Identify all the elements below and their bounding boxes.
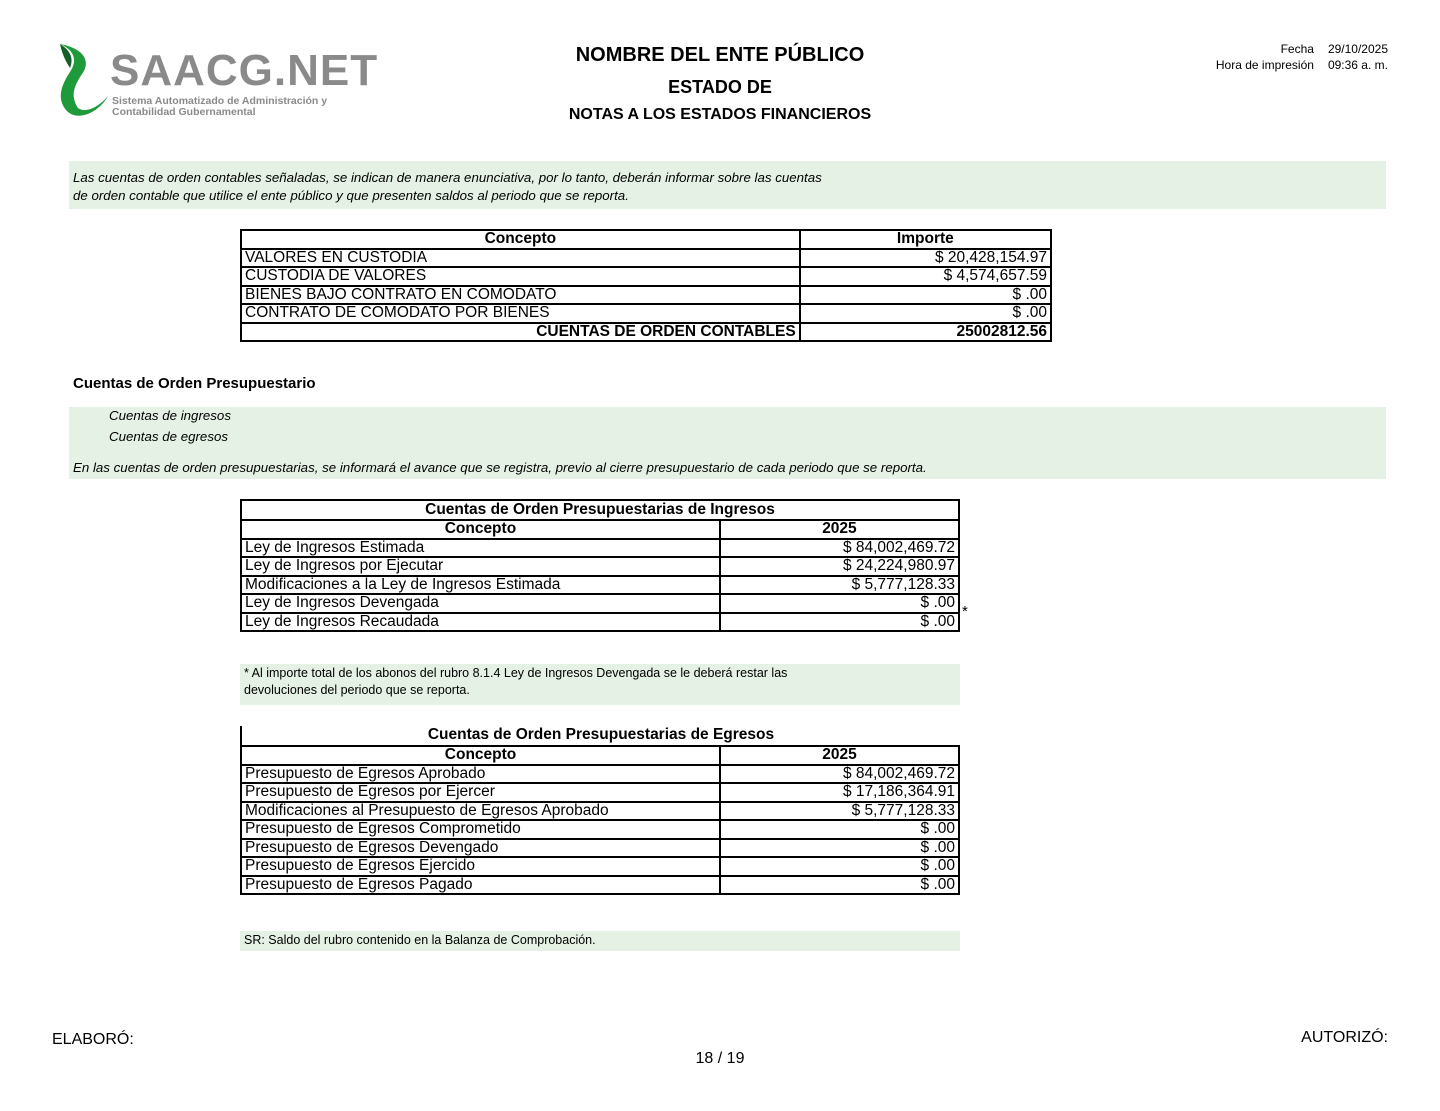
- note-line: SR: Saldo del rubro contenido en la Balanza de Comprobación.: [244, 933, 596, 947]
- footnote-marker: *: [962, 603, 968, 620]
- note-line: Las cuentas de orden contables señaladas, se indican de manera enunciativa, por lo tanto, deberán informar sobre las cuentas: [73, 170, 822, 185]
- fecha-label: Fecha: [1280, 42, 1314, 56]
- cell-valor: $ .00: [720, 820, 959, 839]
- table-ingresos: [240, 499, 960, 632]
- table-caption-egresos: Cuentas de Orden Presupuestarias de Egresos: [240, 726, 960, 746]
- column-header-concepto: Concepto: [241, 746, 720, 765]
- cell-concepto: Ley de Ingresos Devengada: [241, 594, 720, 613]
- column-header-concepto: Concepto: [241, 230, 800, 249]
- cell-valor: $ 84,002,469.72: [720, 765, 959, 784]
- cell-concepto: CUSTODIA DE VALORES: [241, 267, 800, 286]
- cell-concepto: BIENES BAJO CONTRATO EN COMODATO: [241, 286, 800, 305]
- cell-importe: $ .00: [800, 304, 1051, 323]
- table-row: [241, 286, 1051, 305]
- cell-valor: $ 24,224,980.97: [720, 557, 959, 576]
- table-row: [241, 820, 959, 839]
- table-row: [241, 857, 959, 876]
- cell-valor: $ 17,186,364.91: [720, 783, 959, 802]
- report-title: ESTADO DE: [668, 77, 772, 97]
- logo-subtitle-2: Contabilidad Gubernamental: [112, 106, 256, 118]
- hora-label: Hora de impresión: [1215, 58, 1314, 72]
- signature-autorizo: AUTORIZÓ:: [1301, 1029, 1388, 1046]
- report-subtitle: NOTAS A LOS ESTADOS FINANCIEROS: [568, 106, 872, 123]
- cell-importe: $ .00: [800, 286, 1051, 305]
- note-ingresos-devengada: [240, 664, 960, 705]
- logo-subtitle-1: Sistema Automatizado de Administración y: [112, 95, 328, 107]
- cell-importe: $ 4,574,657.59: [800, 267, 1051, 286]
- fecha-value: 29/10/2025: [1327, 42, 1388, 56]
- table-caption: Cuentas de Orden Presupuestarias de Ingresos: [241, 500, 959, 520]
- cell-concepto: Ley de Ingresos Estimada: [241, 539, 720, 558]
- table-row: [241, 783, 959, 802]
- leaf-icon: [52, 40, 114, 120]
- cell-valor: $ .00: [720, 857, 959, 876]
- note-line: devoluciones del periodo que se reporta.: [244, 683, 470, 697]
- cell-valor: $ 5,777,128.33: [720, 802, 959, 821]
- table-row: [241, 802, 959, 821]
- total-label: CUENTAS DE ORDEN CONTABLES: [241, 323, 800, 342]
- cell-concepto: Ley de Ingresos Recaudada: [241, 613, 720, 632]
- note-line: En las cuentas de orden presupuestarias, se informará el avance que se registra, previo al cierre presupuestario de cada periodo que se reporta.: [73, 460, 927, 475]
- note-sr: [240, 931, 960, 951]
- cell-concepto: Presupuesto de Egresos Ejercido: [241, 857, 720, 876]
- table-egresos: [240, 745, 960, 895]
- table-row: [241, 576, 959, 595]
- note-cuentas-contables: [69, 161, 1386, 209]
- cell-valor: $ .00: [720, 613, 959, 632]
- cell-concepto: Presupuesto de Egresos Comprometido: [241, 820, 720, 839]
- hora-value: 09:36 a. m.: [1327, 58, 1388, 72]
- saacg-logo: [52, 40, 397, 120]
- list-item: Cuentas de egresos: [109, 429, 229, 444]
- cell-concepto: VALORES EN CUSTODIA: [241, 249, 800, 268]
- table-row: [241, 594, 959, 613]
- list-item: Cuentas de ingresos: [109, 408, 231, 423]
- table-row: [241, 267, 1051, 286]
- note-line: de orden contable que utilice el ente público y que presenten saldos al periodo que se reporta.: [73, 188, 629, 203]
- column-header-year: 2025: [720, 520, 959, 539]
- cell-valor: $ 84,002,469.72: [720, 539, 959, 558]
- cell-concepto: Presupuesto de Egresos Aprobado: [241, 765, 720, 784]
- column-header-year: 2025: [720, 746, 959, 765]
- section-heading-presupuestario: Cuentas de Orden Presupuestario: [73, 375, 316, 392]
- cell-valor: $ .00: [720, 839, 959, 858]
- print-metadata: [1216, 41, 1388, 73]
- note-cuentas-presupuestarias: [69, 407, 1386, 479]
- table-row: [241, 839, 959, 858]
- column-header-concepto: Concepto: [241, 520, 720, 539]
- cell-valor: $ .00: [720, 876, 959, 895]
- cell-concepto: CONTRATO DE COMODATO POR BIENES: [241, 304, 800, 323]
- page-number: 18 / 19: [695, 1050, 745, 1067]
- cell-concepto: Modificaciones a la Ley de Ingresos Estimada: [241, 576, 720, 595]
- table-row: [241, 876, 959, 895]
- total-value: 25002812.56: [800, 323, 1051, 342]
- table-row: [241, 613, 959, 632]
- cell-valor: $ 5,777,128.33: [720, 576, 959, 595]
- cell-concepto: Ley de Ingresos por Ejecutar: [241, 557, 720, 576]
- note-line: * Al importe total de los abonos del rubro 8.1.4 Ley de Ingresos Devengada se le deberá restar las: [244, 666, 788, 680]
- cell-valor: $ .00: [720, 594, 959, 613]
- column-header-importe: Importe: [800, 230, 1051, 249]
- signature-elaboro: ELABORÓ:: [52, 1031, 134, 1048]
- table-row: [241, 539, 959, 558]
- cell-importe: $ 20,428,154.97: [800, 249, 1051, 268]
- table-cuentas-contables: [240, 229, 1052, 342]
- total-row: [241, 323, 1051, 342]
- logo-brand-text: SAACG.NET: [110, 46, 379, 95]
- cell-concepto: Presupuesto de Egresos por Ejercer: [241, 783, 720, 802]
- table-row: [241, 304, 1051, 323]
- cell-concepto: Modificaciones al Presupuesto de Egresos Aprobado: [241, 802, 720, 821]
- table-row: [241, 249, 1051, 268]
- table-row: [241, 765, 959, 784]
- report-title-block: [420, 44, 1020, 124]
- table-row: [241, 557, 959, 576]
- cell-concepto: Presupuesto de Egresos Pagado: [241, 876, 720, 895]
- entity-name: NOMBRE DEL ENTE PÚBLICO: [575, 44, 865, 66]
- cell-concepto: Presupuesto de Egresos Devengado: [241, 839, 720, 858]
